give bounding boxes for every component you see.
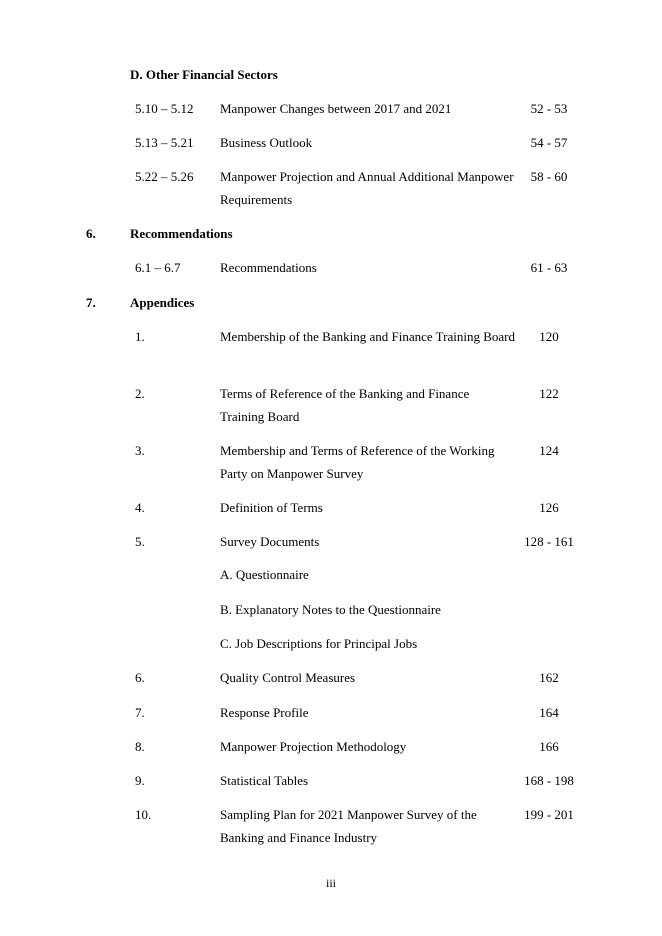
appendix-desc: Quality Control Measures [220,670,356,685]
section-6-number: 6. [86,226,96,241]
appendix-ref: 2. [135,386,145,401]
toc-pages: 61 - 63 [530,260,568,275]
appendix-pages: 166 [539,739,559,754]
toc-ref: 5.10 – 5.12 [135,101,194,116]
appendix-desc: Survey Documents [220,534,320,549]
appendix-pages: 168 - 198 [524,773,574,788]
appendix-pages: 124 [539,443,559,458]
section-7-number: 7. [86,295,96,310]
appendix-desc: Manpower Projection Methodology [220,739,407,754]
section-d-heading: D. Other Financial Sectors [130,67,278,82]
appendix-pages: 164 [539,705,559,720]
appendix-desc: Terms of Reference of the Banking and Finance Training Board [220,386,470,424]
appendix-desc: Statistical Tables [220,773,309,788]
toc-pages: 54 - 57 [530,135,568,150]
appendix-ref: 4. [135,500,145,515]
appendix-desc: Response Profile [220,705,309,720]
toc-desc: Business Outlook [220,135,313,150]
toc-desc: Manpower Projection and Annual Additional Manpower Requirements [220,169,514,207]
page-number: iii [325,876,336,890]
appendix-ref: 3. [135,443,145,458]
section-7-title: Appendices [130,295,195,310]
appendix-ref: 7. [135,705,145,720]
appendix-desc: Definition of Terms [220,500,323,515]
appendix-pages: 199 - 201 [524,807,574,822]
appendix-ref: 9. [135,773,145,788]
appendix-pages: 128 - 161 [524,534,574,549]
appendix-ref: 6. [135,670,145,685]
section-6-title: Recommendations [130,226,233,241]
toc-ref: 5.22 – 5.26 [135,169,194,184]
appendix-desc: Membership and Terms of Reference of the Working Party on Manpower Survey [220,443,495,481]
toc-pages: 58 - 60 [530,169,568,184]
appendix-desc: Sampling Plan for 2021 Manpower Survey of the Banking and Finance Industry [220,807,477,845]
appendix-ref: 8. [135,739,145,754]
appendix-pages: 120 [539,329,559,344]
appendix-ref: 10. [135,807,152,822]
appendix-pages: 126 [539,500,559,515]
toc-ref: 6.1 – 6.7 [135,260,181,275]
survey-subitem: A. Questionnaire [220,567,309,582]
appendix-desc: Membership of the Banking and Finance Training Board [220,329,515,344]
appendix-ref: 1. [135,329,145,344]
survey-subitem: C. Job Descriptions for Principal Jobs [220,636,418,651]
toc-ref: 5.13 – 5.21 [135,135,194,150]
appendix-ref: 5. [135,534,145,549]
toc-pages: 52 - 53 [530,101,568,116]
appendix-pages: 162 [539,670,559,685]
toc-desc: Recommendations [220,260,317,275]
toc-desc: Manpower Changes between 2017 and 2021 [220,101,452,116]
survey-subitem: B. Explanatory Notes to the Questionnaire [220,602,441,617]
appendix-pages: 122 [539,386,559,401]
